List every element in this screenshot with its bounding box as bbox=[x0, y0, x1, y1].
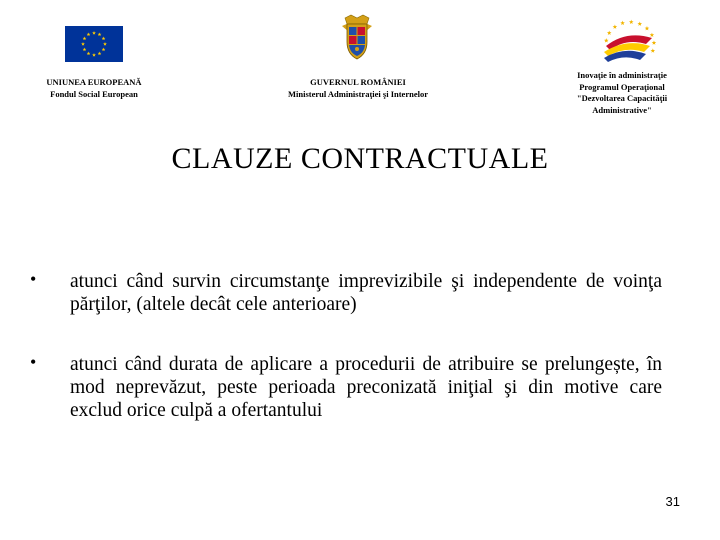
government-caption-line1: GUVERNUL ROMÂNIEI bbox=[310, 77, 406, 87]
programme-star-icon bbox=[629, 20, 634, 24]
programme-caption-line3: "Dezvoltarea Capacităţii bbox=[576, 93, 668, 103]
programme-star-icon bbox=[604, 38, 609, 42]
government-caption bbox=[262, 76, 454, 100]
eu-caption-line2: Fondul Social European bbox=[50, 89, 138, 99]
bullet-text: atunci când durata de aplicare a procedurii de atribuire se prelungește, în mod neprevăzut, peste perioada preconizată iniţial şi din motive care exclud orice culpă a ofertantului bbox=[70, 354, 662, 421]
eu-caption-line1: UNIUNEA EUROPEANĂ bbox=[46, 77, 142, 87]
bullet-item bbox=[30, 353, 662, 422]
programme-star-icon bbox=[607, 31, 612, 35]
programme-caption-line4: Administrative" bbox=[592, 104, 652, 115]
bullet-text: atunci când survin circumstanţe imprevizibile şi independente de voinţa părţilor, (altele decât cele anterioare) bbox=[70, 271, 662, 315]
government-caption-line2: Ministerul Administraţiei şi Internelor bbox=[287, 89, 428, 99]
programme-caption-line1: Inovaţie în administraţie bbox=[577, 70, 667, 80]
slide-title: CLAUZE CONTRACTUALE bbox=[171, 142, 549, 175]
programme-star-icon bbox=[650, 33, 655, 37]
podca-logo-icon bbox=[596, 16, 660, 68]
programme-star-icon bbox=[637, 22, 642, 26]
programme-star-icon bbox=[652, 40, 657, 44]
programme-star-icon bbox=[613, 25, 618, 29]
programme-caption bbox=[558, 70, 686, 116]
eu-caption bbox=[28, 76, 160, 100]
bullet-marker: • bbox=[30, 269, 37, 289]
eu-flag-icon bbox=[65, 26, 123, 62]
programme-star-icon bbox=[620, 21, 625, 25]
bullet-marker: • bbox=[30, 352, 37, 372]
bullet-item bbox=[30, 270, 662, 316]
programme-star-icon bbox=[651, 48, 656, 52]
programme-star-icon bbox=[645, 26, 650, 30]
romania-coat-of-arms-icon bbox=[341, 14, 373, 60]
page-number: 31 bbox=[665, 494, 680, 509]
programme-caption-line2: Programul Operaţional bbox=[579, 81, 665, 92]
